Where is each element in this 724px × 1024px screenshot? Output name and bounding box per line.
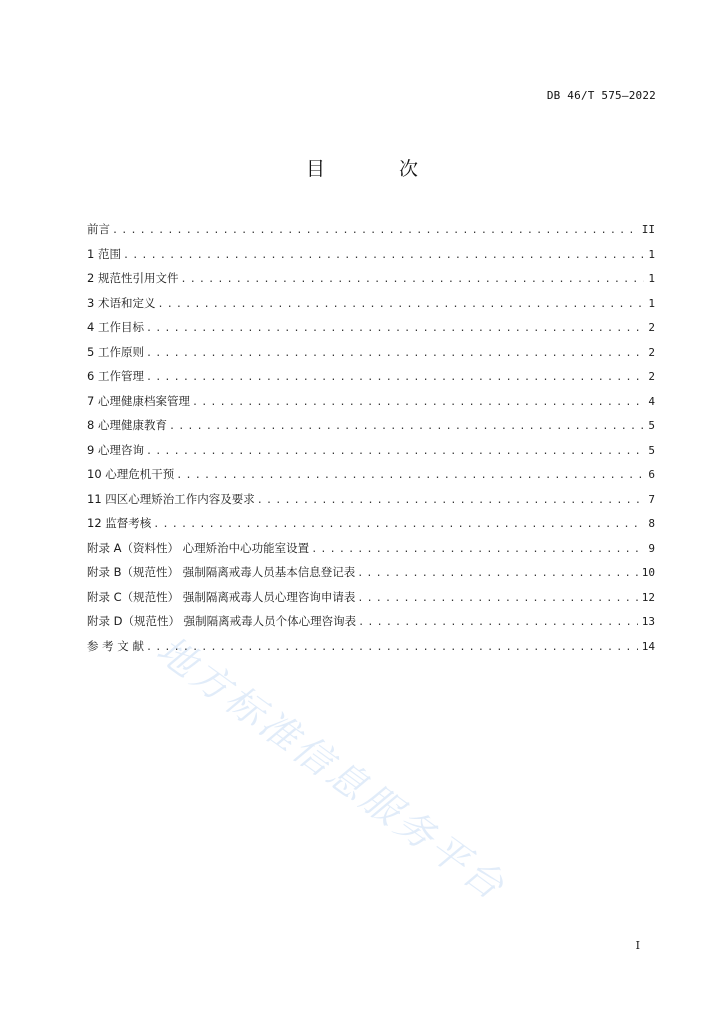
toc-entry-label: 3 术语和定义 [87,295,156,310]
page-number: I [635,939,640,952]
dot-leader [169,415,644,440]
toc-entry-page: 7 [648,492,655,506]
toc-entry-label: 9 心理咨询 [87,442,144,457]
toc-entry-page: 14 [641,639,655,653]
toc-entry-page: 13 [641,615,655,628]
toc-entry-appendix-a[interactable] [87,536,655,561]
dot-leader [146,440,644,465]
dot-leader [176,464,644,489]
toc-entry-9[interactable] [87,438,655,463]
standard-code: DB 46/T 575—2022 [546,89,656,102]
toc-entry-label: 7 心理健康档案管理 [87,393,190,408]
toc-entry-label: 附录 D（规范性） 强制隔离戒毒人员个体心理咨询表 [87,614,357,628]
toc-entry-label: 参 考 文 献 [87,638,144,653]
toc-entry-label: 1 范围 [87,246,121,261]
dot-leader [146,317,644,342]
dot-leader [357,562,638,587]
dot-leader [358,611,638,636]
toc-entry-3[interactable] [87,291,655,316]
toc-entry-label: 8 心理健康教育 [87,418,167,432]
toc-entry-6[interactable] [87,364,655,389]
toc-entry-page: II [641,223,655,236]
toc-entry-label: 10 心理危机干预 [87,467,175,481]
toc-entry-page: 6 [648,468,655,481]
toc-entry-page: 9 [648,541,655,555]
dot-leader [123,244,644,269]
toc-entry-label: 附录 B（规范性） 强制隔离戒毒人员基本信息登记表 [87,565,356,579]
dot-leader [357,587,637,612]
toc-entry-label: 2 规范性引用文件 [87,271,179,285]
toc-entry-label: 4 工作目标 [87,320,144,334]
toc-entry-foreword[interactable] [87,217,655,242]
dot-leader [146,366,644,391]
toc-entry-7[interactable] [87,389,655,414]
toc-entry-2[interactable] [87,266,655,291]
toc-entry-page: 2 [648,370,655,383]
toc-entry-appendix-d[interactable] [87,609,655,634]
toc-entry-page: 4 [648,394,655,408]
toc-entry-label: 5 工作原则 [87,344,144,359]
dot-leader [153,513,644,538]
toc-entry-page: 12 [641,590,655,604]
toc-entry-label: 12 监督考核 [87,516,152,530]
dot-leader [146,342,644,367]
dot-leader [180,268,644,293]
toc-entry-8[interactable] [87,413,655,438]
toc-entry-page: 1 [648,272,655,285]
dot-leader [146,636,638,661]
dot-leader [257,489,645,514]
toc-entry-label: 11 四区心理矫治工作内容及要求 [87,491,255,506]
toc-entry-appendix-c[interactable] [87,585,655,610]
toc-entry-page: 10 [641,566,655,579]
toc-entry-label: 附录 C（规范性） 强制隔离戒毒人员心理咨询申请表 [87,589,356,604]
table-of-contents [87,217,655,658]
toc-entry-page: 1 [648,296,655,310]
dot-leader [311,538,644,563]
toc-entry-references[interactable] [87,634,655,659]
toc-entry-10[interactable] [87,462,655,487]
toc-entry-page: 1 [648,247,655,261]
toc-entry-page: 5 [648,443,655,457]
toc-title: 目 次 [305,158,453,180]
dot-leader [112,219,638,244]
dot-leader [157,293,644,318]
toc-entry-12[interactable] [87,511,655,536]
toc-entry-11[interactable] [87,487,655,512]
toc-entry-appendix-b[interactable] [87,560,655,585]
toc-entry-page: 2 [648,321,655,334]
toc-entry-1[interactable] [87,242,655,267]
toc-entry-page: 8 [648,517,655,530]
toc-entry-5[interactable] [87,340,655,365]
toc-entry-page: 5 [648,419,655,432]
toc-entry-page: 2 [648,345,655,359]
toc-entry-label: 前言 [87,222,110,236]
dot-leader [192,391,644,416]
toc-entry-4[interactable] [87,315,655,340]
watermark: 地方标准信息服务平台 [148,627,515,910]
toc-entry-label: 附录 A（资料性） 心理矫治中心功能室设置 [87,540,310,555]
toc-entry-label: 6 工作管理 [87,369,144,383]
